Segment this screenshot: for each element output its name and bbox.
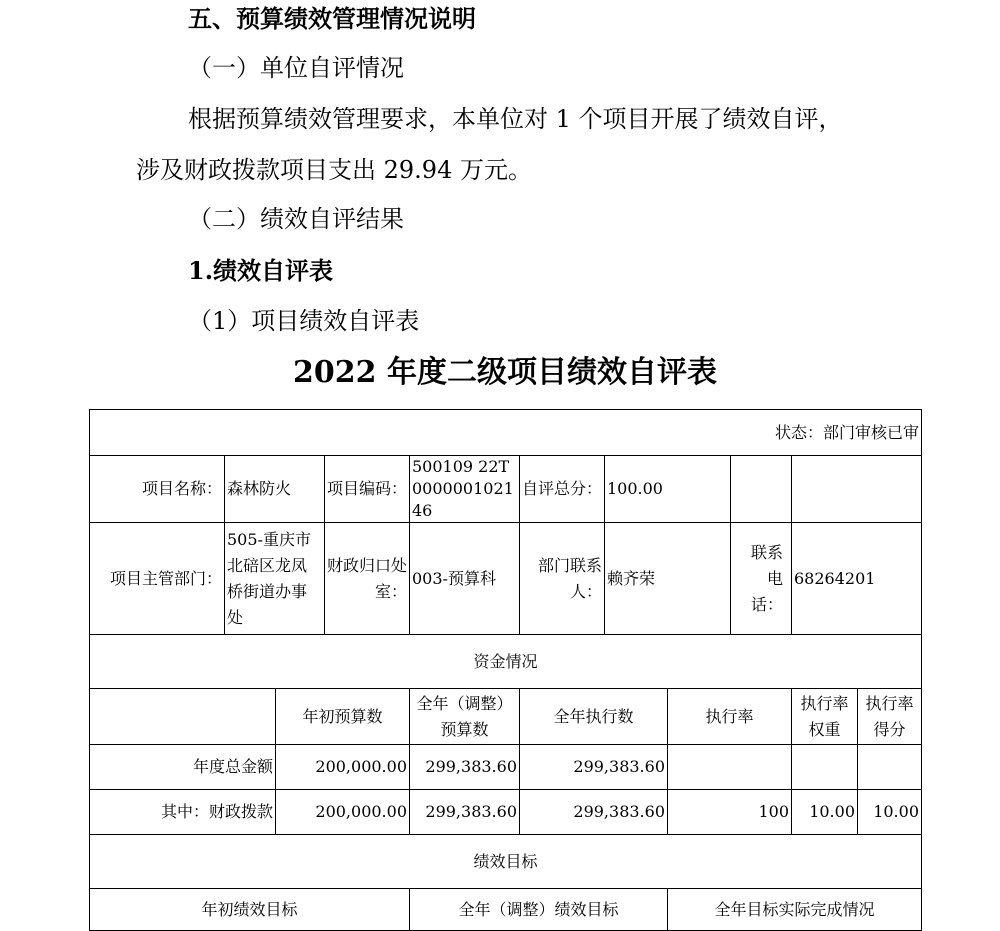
finance-office-label: 财政归口处室： bbox=[325, 523, 410, 635]
funds-header-row bbox=[90, 635, 922, 689]
item-subheading: （1）项目绩效自评表 bbox=[188, 307, 420, 335]
phone-label: 联系电话： bbox=[731, 523, 792, 635]
row-total-score bbox=[858, 745, 922, 790]
table-row bbox=[90, 745, 922, 790]
col-executed: 全年执行数 bbox=[520, 689, 668, 745]
goal-adjusted: 全年（调整）绩效目标 bbox=[410, 889, 668, 931]
subsection-heading-2: （二）绩效自评结果 bbox=[188, 205, 404, 233]
row-fiscal-adjusted: 299,383.60 bbox=[410, 790, 520, 835]
project-name: 森林防火 bbox=[225, 456, 325, 523]
row-total-initial: 200,000.00 bbox=[276, 745, 410, 790]
empty-cell bbox=[792, 456, 922, 523]
table-row bbox=[90, 790, 922, 835]
project-info-row bbox=[90, 456, 922, 523]
project-code: 500109 22T000000102146 bbox=[410, 456, 520, 523]
row-fiscal-rate: 100 bbox=[668, 790, 792, 835]
section-heading: 五、预算绩效管理情况说明 bbox=[188, 4, 476, 33]
goals-header-row bbox=[90, 835, 922, 889]
col-exec-rate: 执行率 bbox=[668, 689, 792, 745]
row-total-weight bbox=[792, 745, 858, 790]
contact-name: 赖齐荣 bbox=[605, 523, 731, 635]
dept-label: 项目主管部门： bbox=[90, 523, 225, 635]
status-text: 状态：部门审核已审 bbox=[90, 410, 922, 456]
empty-cell bbox=[90, 689, 276, 745]
project-name-label: 项目名称： bbox=[90, 456, 225, 523]
self-score-label: 自评总分： bbox=[520, 456, 605, 523]
goal-actual: 全年目标实际完成情况 bbox=[668, 889, 922, 931]
paragraph-line-1: 根据预算绩效管理要求，本单位对 1 个项目开展了绩效自评， bbox=[188, 105, 843, 133]
empty-cell bbox=[731, 456, 792, 523]
row-total-adjusted: 299,383.60 bbox=[410, 745, 520, 790]
col-rate-score: 执行率得分 bbox=[858, 689, 922, 745]
goals-columns-row bbox=[90, 889, 922, 931]
funds-header: 资金情况 bbox=[90, 635, 922, 689]
row-fiscal-weight: 10.00 bbox=[792, 790, 858, 835]
contact-label: 部门联系人： bbox=[520, 523, 605, 635]
goals-header: 绩效目标 bbox=[90, 835, 922, 889]
dept-name: 505-重庆市北碚区龙凤桥街道办事处 bbox=[225, 523, 325, 635]
table-title: 2022 年度二级项目绩效自评表 bbox=[293, 355, 717, 390]
self-score: 100.00 bbox=[605, 456, 731, 523]
dept-info-row bbox=[90, 523, 922, 635]
goal-initial: 年初绩效目标 bbox=[90, 889, 410, 931]
project-code-label: 项目编码： bbox=[325, 456, 410, 523]
subsection-heading-1: （一）单位自评情况 bbox=[188, 54, 404, 82]
col-initial-budget: 年初预算数 bbox=[276, 689, 410, 745]
evaluation-table bbox=[89, 409, 922, 931]
row-fiscal-initial: 200,000.00 bbox=[276, 790, 410, 835]
col-adjusted-budget: 全年（调整）预算数 bbox=[410, 689, 520, 745]
finance-office: 003-预算科 bbox=[410, 523, 520, 635]
row-total-label: 年度总金额 bbox=[90, 745, 276, 790]
paragraph-line-2: 涉及财政拨款项目支出 29.94 万元。 bbox=[136, 156, 532, 184]
row-total-executed: 299,383.60 bbox=[520, 745, 668, 790]
phone-number: 68264201 bbox=[792, 523, 922, 635]
item-heading: 1.绩效自评表 bbox=[188, 256, 334, 285]
row-fiscal-label: 其中：财政拨款 bbox=[90, 790, 276, 835]
funds-columns-row bbox=[90, 689, 922, 745]
row-fiscal-score: 10.00 bbox=[858, 790, 922, 835]
col-rate-weight: 执行率权重 bbox=[792, 689, 858, 745]
status-row bbox=[90, 410, 922, 456]
row-fiscal-executed: 299,383.60 bbox=[520, 790, 668, 835]
row-total-rate bbox=[668, 745, 792, 790]
